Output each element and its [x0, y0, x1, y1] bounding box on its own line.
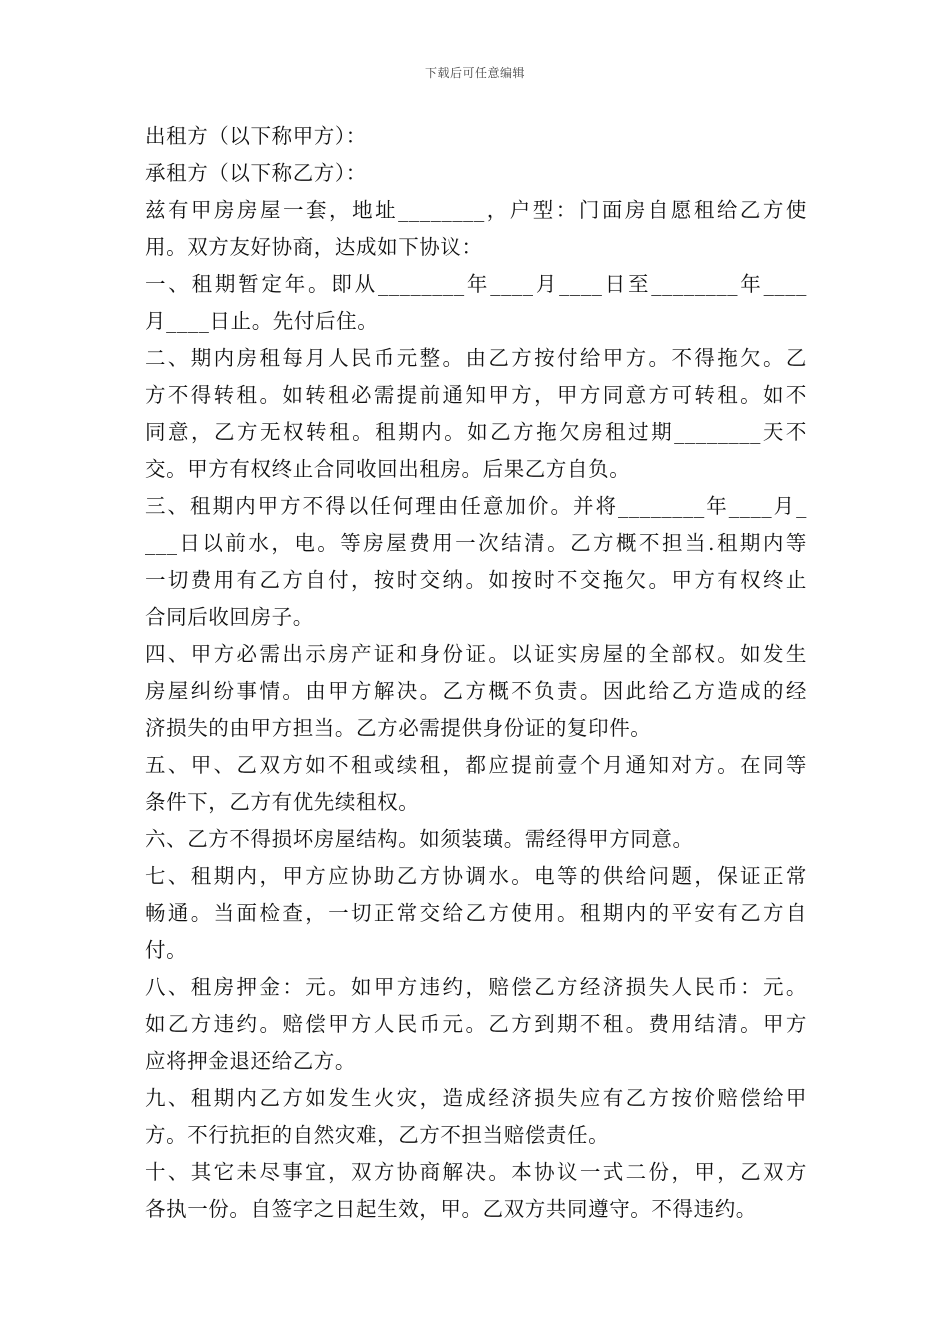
text-line: 用。双方友好协商，达成如下协议： — [145, 235, 483, 259]
text-line: 出租方（以下称甲方）： — [145, 124, 367, 148]
text-line: ___日以前水，电。等房屋费用一次结清。乙方概不担当.租期内等 — [145, 531, 807, 555]
text-line: 六、乙方不得损坏房屋结构。如须装璜。需经得甲方同意。 — [145, 827, 694, 851]
text-line: 畅通。当面检查，一切正常交给乙方使用。租期内的平安有乙方自 — [145, 901, 807, 925]
text-line: 方不得转租。如转租必需提前通知甲方，甲方同意方可转租。如不 — [145, 383, 807, 407]
text-line: 应将押金退还给乙方。 — [145, 1049, 356, 1073]
text-line: 各执一份。自签字之日起生效，甲。乙双方共同遵守。不得违约。 — [145, 1197, 757, 1221]
text-line: 如乙方违约。赔偿甲方人民币元。乙方到期不租。费用结清。甲方 — [145, 1012, 807, 1036]
text-line: 合同后收回房子。 — [145, 605, 314, 629]
text-line: 同意，乙方无权转租。租期内。如乙方拖欠房租过期________天不 — [145, 420, 807, 444]
text-line: 四、甲方必需出示房产证和身份证。以证实房屋的全部权。如发生 — [145, 642, 807, 666]
text-line: 五、甲、乙双方如不租或续租，都应提前壹个月通知对方。在同等 — [145, 753, 807, 777]
text-line: 一切费用有乙方自付，按时交纳。如按时不交拖欠。甲方有权终止 — [145, 568, 807, 592]
text-line: 房屋纠纷事情。由甲方解决。乙方概不负责。因此给乙方造成的经 — [145, 679, 807, 703]
text-line: 三、租期内甲方不得以任何理由任意加价。并将________年____月_ — [145, 494, 807, 518]
text-line: 八、租房押金：元。如甲方违约，赔偿乙方经济损失人民币：元。 — [145, 975, 807, 999]
contract-body — [145, 118, 807, 1228]
text-line: 九、租期内乙方如发生火灾，造成经济损失应有乙方按价赔偿给甲 — [145, 1086, 807, 1110]
text-line: 付。 — [145, 938, 188, 962]
text-line: 交。甲方有权终止合同收回出租房。后果乙方自负。 — [145, 457, 631, 481]
text-line: 十、其它未尽事宜，双方协商解决。本协议一式二份，甲，乙双方 — [145, 1160, 807, 1184]
text-line: 方。不行抗拒的自然灾难，乙方不担当赔偿责任。 — [145, 1123, 610, 1147]
text-line: 月____日止。先付后住。 — [145, 309, 379, 333]
text-line: 一、租期暂定年。即从________年____月____日至________年____ — [145, 272, 807, 296]
text-line: 济损失的由甲方担当。乙方必需提供身份证的复印件。 — [145, 716, 652, 740]
text-line: 承租方（以下称乙方）： — [145, 161, 367, 185]
text-line: 七、租期内，甲方应协助乙方协调水。电等的供给问题，保证正常 — [145, 864, 807, 888]
text-line: 二、期内房租每月人民币元整。由乙方按付给甲方。不得拖欠。乙 — [145, 346, 807, 370]
text-line: 条件下，乙方有优先续租权。 — [145, 790, 420, 814]
text-line: 兹有甲房房屋一套，地址________，户型：门面房自愿租给乙方使 — [145, 198, 807, 222]
page-header-note: 下载后可任意编辑 — [424, 66, 525, 80]
